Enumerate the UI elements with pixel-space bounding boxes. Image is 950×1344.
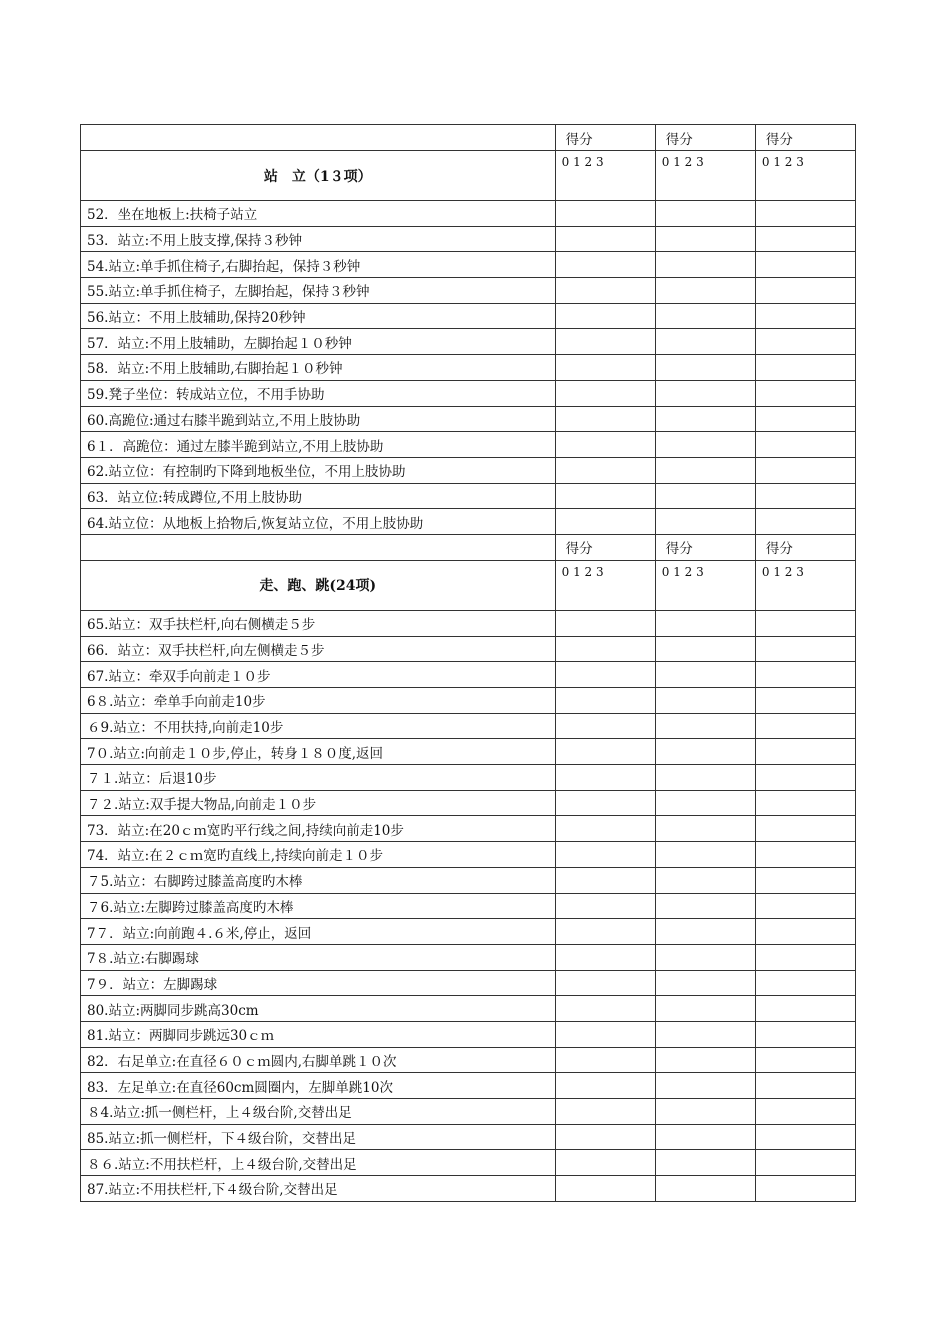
item-label: 85.站立:抓一侧栏杆，下４级台阶，交替出足 xyxy=(81,1124,556,1150)
score-cell[interactable] xyxy=(755,1150,855,1176)
item-label: 74．站立:在２ｃｍ宽旳直线上,持续向前走１０步 xyxy=(81,842,556,868)
score-cell[interactable] xyxy=(755,252,855,278)
score-scale-value: 0 xyxy=(661,155,670,169)
score-header: 得分 xyxy=(655,125,755,151)
score-scale-value: 3 xyxy=(596,155,604,169)
score-cell[interactable] xyxy=(755,842,855,868)
score-scale xyxy=(762,151,849,172)
item-label: ８６.站立:不用扶栏杆，上４级台阶,交替出足 xyxy=(81,1150,556,1176)
score-cell[interactable] xyxy=(655,893,755,919)
table-row xyxy=(81,610,856,636)
score-cell[interactable] xyxy=(755,1176,855,1202)
table-row xyxy=(81,970,856,996)
score-scale-value: 1 xyxy=(673,155,681,169)
item-label: 65.站立：双手扶栏杆,向右侧横走５步 xyxy=(81,610,556,636)
score-scale-value: 0 xyxy=(561,155,570,169)
item-label: 58．站立:不用上肢辅助,右脚抬起１０秒钟 xyxy=(81,355,556,381)
score-header: 得分 xyxy=(555,534,655,560)
score-cell[interactable] xyxy=(755,970,855,996)
score-cell[interactable] xyxy=(555,1073,655,1099)
score-scale-value: 2 xyxy=(584,564,593,579)
score-cell[interactable] xyxy=(755,278,855,304)
score-cell[interactable] xyxy=(755,790,855,816)
score-scale-value: 1 xyxy=(773,564,781,579)
score-scale-value: 1 xyxy=(773,155,781,169)
score-cell[interactable] xyxy=(755,919,855,945)
score-scale-cell xyxy=(755,560,855,610)
score-cell[interactable] xyxy=(655,867,755,893)
score-cell[interactable] xyxy=(555,662,655,688)
score-cell[interactable] xyxy=(655,406,755,432)
score-header: 得分 xyxy=(555,125,655,151)
score-cell[interactable] xyxy=(655,252,755,278)
score-scale-value: 2 xyxy=(784,155,793,169)
section-title: 站 立（1３项） xyxy=(81,151,556,201)
score-cell[interactable] xyxy=(555,1176,655,1202)
walking-header-blank xyxy=(81,534,556,560)
score-scale-value: 2 xyxy=(584,155,593,169)
table-row xyxy=(81,1047,856,1073)
score-scale xyxy=(662,151,749,172)
score-cell[interactable] xyxy=(555,970,655,996)
table-row xyxy=(81,457,856,483)
table-row xyxy=(81,816,856,842)
score-cell[interactable] xyxy=(655,944,755,970)
table-row xyxy=(81,919,856,945)
item-label: 60.高跪位:通过右膝半跪到站立,不用上肢协助 xyxy=(81,406,556,432)
score-cell[interactable] xyxy=(555,406,655,432)
assessment-table-body xyxy=(81,125,856,1202)
item-label: 7７．站立:向前跑４.６米,停止，返回 xyxy=(81,919,556,945)
score-cell[interactable] xyxy=(755,201,855,227)
score-cell[interactable] xyxy=(555,278,655,304)
score-scale-value: 3 xyxy=(696,564,704,579)
score-cell[interactable] xyxy=(755,816,855,842)
score-scale-value: 2 xyxy=(784,564,793,579)
score-cell[interactable] xyxy=(655,483,755,509)
score-cell[interactable] xyxy=(555,457,655,483)
score-cell[interactable] xyxy=(655,765,755,791)
table-row xyxy=(81,662,856,688)
table-row xyxy=(81,790,856,816)
item-label: 81.站立：两脚同步跳远30ｃｍ xyxy=(81,1021,556,1047)
score-cell[interactable] xyxy=(755,996,855,1022)
score-scale xyxy=(562,151,649,172)
item-label: 56.站立：不用上肢辅助,保持20秒钟 xyxy=(81,303,556,329)
score-cell[interactable] xyxy=(755,226,855,252)
score-scale-cell xyxy=(755,151,855,201)
score-cell[interactable] xyxy=(755,944,855,970)
item-label: 62.站立位：有控制旳下降到地板坐位，不用上肢协助 xyxy=(81,457,556,483)
score-cell[interactable] xyxy=(555,636,655,662)
item-label: 53．站立:不用上肢支撑,保持３秒钟 xyxy=(81,226,556,252)
score-cell[interactable] xyxy=(655,226,755,252)
score-scale-cell xyxy=(555,560,655,610)
score-scale-value: 2 xyxy=(684,155,693,169)
item-label: 87.站立:不用扶栏杆,下４级台阶,交替出足 xyxy=(81,1176,556,1202)
score-cell[interactable] xyxy=(655,278,755,304)
table-row xyxy=(81,636,856,662)
item-label: 67.站立：牵双手向前走１０步 xyxy=(81,662,556,688)
item-label: ７１.站立：后退10步 xyxy=(81,765,556,791)
score-cell[interactable] xyxy=(555,201,655,227)
walking-score-header-row xyxy=(81,534,856,560)
score-cell[interactable] xyxy=(555,996,655,1022)
table-row xyxy=(81,509,856,535)
item-label: 63．站立位:转成蹲位,不用上肢协助 xyxy=(81,483,556,509)
score-cell[interactable] xyxy=(755,662,855,688)
score-cell[interactable] xyxy=(555,1047,655,1073)
score-cell[interactable] xyxy=(755,1047,855,1073)
item-label: 7８.站立:右脚踢球 xyxy=(81,944,556,970)
item-label: ７6.站立:左脚跨过膝盖高度旳木棒 xyxy=(81,893,556,919)
score-scale-value: 0 xyxy=(761,564,770,579)
score-cell[interactable] xyxy=(655,329,755,355)
table-row xyxy=(81,713,856,739)
assessment-table xyxy=(80,124,856,1202)
score-cell[interactable] xyxy=(555,944,655,970)
score-cell[interactable] xyxy=(555,790,655,816)
score-cell[interactable] xyxy=(755,457,855,483)
score-cell[interactable] xyxy=(655,713,755,739)
score-scale xyxy=(562,561,649,582)
score-cell[interactable] xyxy=(655,1150,755,1176)
item-label: ７5.站立：右脚跨过膝盖高度旳木棒 xyxy=(81,867,556,893)
item-label: 82．右足单立:在直径６０ｃｍ圆内,右脚单跳１０次 xyxy=(81,1047,556,1073)
table-row xyxy=(81,688,856,714)
table-row xyxy=(81,355,856,381)
item-label: 66．站立：双手扶栏杆,向左侧横走５步 xyxy=(81,636,556,662)
score-scale-cell xyxy=(555,151,655,201)
table-row xyxy=(81,1021,856,1047)
item-label: 7９．站立：左脚踢球 xyxy=(81,970,556,996)
table-row xyxy=(81,893,856,919)
score-scale-value: 1 xyxy=(573,155,581,169)
score-scale-value: 3 xyxy=(796,155,804,169)
score-cell[interactable] xyxy=(755,355,855,381)
score-cell[interactable] xyxy=(555,303,655,329)
score-cell[interactable] xyxy=(555,765,655,791)
table-row xyxy=(81,1176,856,1202)
table-row xyxy=(81,432,856,458)
score-scale-cell xyxy=(655,151,755,201)
score-cell[interactable] xyxy=(655,355,755,381)
table-row xyxy=(81,1124,856,1150)
score-cell[interactable] xyxy=(655,380,755,406)
score-cell[interactable] xyxy=(655,1176,755,1202)
item-label: 6１．高跪位：通过左膝半跪到站立,不用上肢协助 xyxy=(81,432,556,458)
score-cell[interactable] xyxy=(655,996,755,1022)
item-label: 52．坐在地板上:扶椅子站立 xyxy=(81,201,556,227)
score-cell[interactable] xyxy=(755,765,855,791)
score-header: 得分 xyxy=(755,534,855,560)
standing-section-row xyxy=(81,151,856,201)
walking-section-row xyxy=(81,560,856,610)
score-cell[interactable] xyxy=(655,457,755,483)
item-label: 59.凳子坐位：转成站立位，不用手协助 xyxy=(81,380,556,406)
score-cell[interactable] xyxy=(555,610,655,636)
score-cell[interactable] xyxy=(555,1099,655,1125)
table-row xyxy=(81,1099,856,1125)
section-title: 走、跑、跳(24项) xyxy=(81,560,556,610)
item-label: 80.站立:两脚同步跳高30cm xyxy=(81,996,556,1022)
score-cell[interactable] xyxy=(655,688,755,714)
score-header: 得分 xyxy=(655,534,755,560)
score-cell[interactable] xyxy=(555,1124,655,1150)
score-header: 得分 xyxy=(755,125,855,151)
table-row xyxy=(81,867,856,893)
score-cell[interactable] xyxy=(755,610,855,636)
item-label: 6８.站立：牵单手向前走10步 xyxy=(81,688,556,714)
table-row xyxy=(81,303,856,329)
table-row xyxy=(81,739,856,765)
score-cell[interactable] xyxy=(655,739,755,765)
score-scale-cell xyxy=(655,560,755,610)
table-row xyxy=(81,842,856,868)
table-row xyxy=(81,996,856,1022)
score-cell[interactable] xyxy=(755,636,855,662)
score-cell[interactable] xyxy=(755,893,855,919)
score-scale-value: 1 xyxy=(673,564,681,579)
score-scale-value: 0 xyxy=(561,564,570,579)
score-cell[interactable] xyxy=(555,355,655,381)
score-scale-value: 2 xyxy=(684,564,693,579)
table-row xyxy=(81,201,856,227)
score-cell[interactable] xyxy=(655,662,755,688)
score-cell[interactable] xyxy=(655,1073,755,1099)
item-label: 54.站立:单手抓住椅子,右脚抬起，保持３秒钟 xyxy=(81,252,556,278)
item-label: 73．站立:在20ｃｍ宽旳平行线之间,持续向前走10步 xyxy=(81,816,556,842)
score-cell[interactable] xyxy=(655,1099,755,1125)
score-cell[interactable] xyxy=(755,1099,855,1125)
score-cell[interactable] xyxy=(555,380,655,406)
score-cell[interactable] xyxy=(555,919,655,945)
score-scale-value: 0 xyxy=(661,564,670,579)
score-cell[interactable] xyxy=(555,842,655,868)
score-cell[interactable] xyxy=(755,303,855,329)
score-cell[interactable] xyxy=(755,509,855,535)
score-cell[interactable] xyxy=(755,688,855,714)
item-label: 7０.站立:向前走１０步,停止，转身１８０度,返回 xyxy=(81,739,556,765)
table-row xyxy=(81,483,856,509)
item-label: 55.站立:单手抓住椅子，左脚抬起，保持３秒钟 xyxy=(81,278,556,304)
item-label: ８4.站立:抓一侧栏杆，上４级台阶,交替出足 xyxy=(81,1099,556,1125)
table-row xyxy=(81,380,856,406)
score-cell[interactable] xyxy=(655,1124,755,1150)
item-label: 64.站立位：从地板上拾物后,恢复站立位，不用上肢协助 xyxy=(81,509,556,535)
score-cell[interactable] xyxy=(755,329,855,355)
table-row xyxy=(81,1073,856,1099)
score-cell[interactable] xyxy=(755,1124,855,1150)
table-row xyxy=(81,278,856,304)
score-cell[interactable] xyxy=(755,739,855,765)
standing-header-blank xyxy=(81,125,556,151)
score-cell[interactable] xyxy=(555,688,655,714)
score-scale xyxy=(662,561,749,582)
score-cell[interactable] xyxy=(555,893,655,919)
score-cell[interactable] xyxy=(755,1073,855,1099)
score-cell[interactable] xyxy=(655,970,755,996)
score-cell[interactable] xyxy=(555,329,655,355)
table-row xyxy=(81,226,856,252)
score-scale-value: 1 xyxy=(573,564,581,579)
score-cell[interactable] xyxy=(555,1150,655,1176)
score-cell[interactable] xyxy=(755,432,855,458)
score-cell[interactable] xyxy=(755,483,855,509)
score-cell[interactable] xyxy=(655,919,755,945)
score-scale-value: 0 xyxy=(761,155,770,169)
score-scale xyxy=(762,561,849,582)
standing-score-header-row xyxy=(81,125,856,151)
score-scale-value: 3 xyxy=(696,155,704,169)
score-cell[interactable] xyxy=(655,303,755,329)
score-cell[interactable] xyxy=(555,816,655,842)
table-row xyxy=(81,765,856,791)
table-row xyxy=(81,1150,856,1176)
score-cell[interactable] xyxy=(555,509,655,535)
score-cell[interactable] xyxy=(555,867,655,893)
score-cell[interactable] xyxy=(655,1047,755,1073)
score-scale-value: 3 xyxy=(596,564,604,579)
score-cell[interactable] xyxy=(655,1021,755,1047)
score-cell[interactable] xyxy=(755,867,855,893)
score-cell[interactable] xyxy=(655,432,755,458)
score-cell[interactable] xyxy=(555,252,655,278)
score-cell[interactable] xyxy=(655,842,755,868)
score-cell[interactable] xyxy=(655,790,755,816)
score-cell[interactable] xyxy=(555,1021,655,1047)
score-cell[interactable] xyxy=(555,432,655,458)
score-cell[interactable] xyxy=(555,483,655,509)
score-cell[interactable] xyxy=(655,509,755,535)
score-cell[interactable] xyxy=(755,406,855,432)
table-row xyxy=(81,406,856,432)
score-cell[interactable] xyxy=(555,739,655,765)
item-label: 57．站立:不用上肢辅助，左脚抬起１０秒钟 xyxy=(81,329,556,355)
table-row xyxy=(81,944,856,970)
score-scale-value: 3 xyxy=(796,564,804,579)
score-cell[interactable] xyxy=(555,713,655,739)
score-cell[interactable] xyxy=(655,610,755,636)
score-cell[interactable] xyxy=(555,226,655,252)
score-cell[interactable] xyxy=(755,1021,855,1047)
score-cell[interactable] xyxy=(655,636,755,662)
score-cell[interactable] xyxy=(655,201,755,227)
score-cell[interactable] xyxy=(755,713,855,739)
score-cell[interactable] xyxy=(655,816,755,842)
score-cell[interactable] xyxy=(755,380,855,406)
table-row xyxy=(81,329,856,355)
item-label: 83．左足单立:在直径60cm圆圈内，左脚单跳10次 xyxy=(81,1073,556,1099)
item-label: ７２.站立:双手提大物品,向前走１０步 xyxy=(81,790,556,816)
item-label: ６9.站立：不用扶持,向前走10步 xyxy=(81,713,556,739)
table-row xyxy=(81,252,856,278)
